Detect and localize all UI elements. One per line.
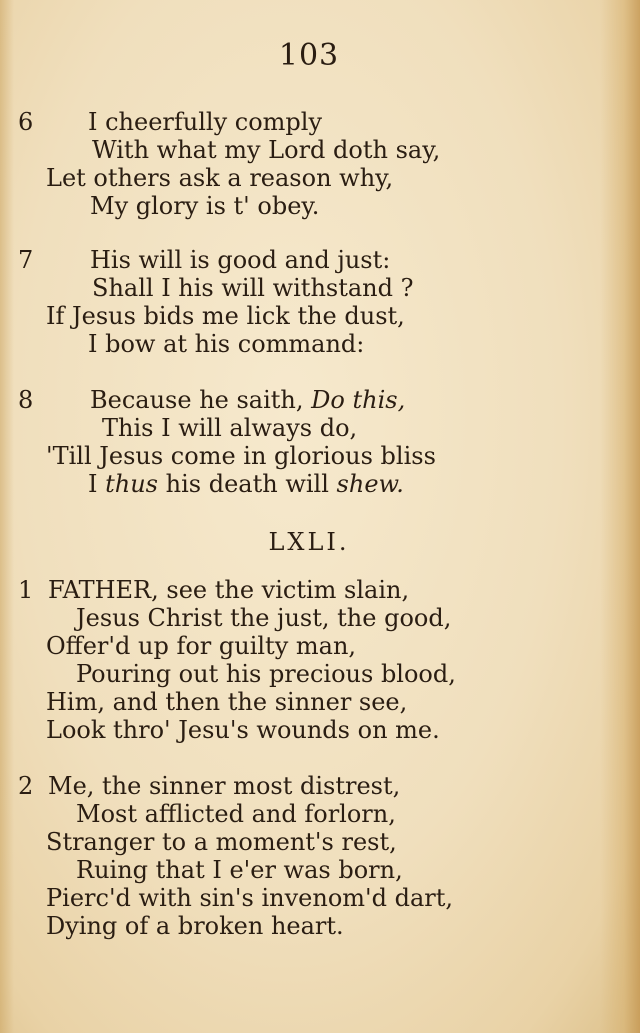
verse-line: Him, and then the sinner see, xyxy=(46,688,408,716)
verse-line: Most afflicted and forlorn, xyxy=(76,800,396,828)
verse-line: FATHER, see the victim slain, xyxy=(48,576,410,604)
verse-line xyxy=(88,470,404,498)
verse-line: Dying of a broken heart. xyxy=(46,912,344,940)
page-edge-left xyxy=(0,0,14,1033)
verse-line: Pierc'd with sin's invenom'd dart, xyxy=(46,884,454,912)
verse-line: 'Till Jesus come in glorious bliss xyxy=(46,442,436,470)
verse-line: His will is good and just: xyxy=(90,246,391,274)
page-edge-right xyxy=(600,0,640,1033)
verse-line: Offer'd up for guilty man, xyxy=(46,632,357,660)
verse-line: Me, the sinner most distrest, xyxy=(48,772,401,800)
verse-line: Shall I his will withstand ? xyxy=(92,274,414,302)
verse-number: 2 xyxy=(18,772,34,800)
verse-line: Look thro' Jesu's wounds on me. xyxy=(46,716,440,744)
verse-line: My glory is t' obey. xyxy=(90,192,320,220)
verse-text: his death will xyxy=(165,470,329,498)
verse-text: Because he saith, xyxy=(90,386,304,414)
verse-line: With what my Lord doth say, xyxy=(92,136,441,164)
verse-line: If Jesus bids me lick the dust, xyxy=(46,302,405,330)
hymn-heading: LXLI. xyxy=(268,528,350,556)
verse-text: I xyxy=(88,470,98,498)
verse-italic-text: Do this, xyxy=(311,386,406,414)
page-number: 103 xyxy=(278,38,340,73)
verse-line: This I will always do, xyxy=(102,414,358,442)
verse-italic-text: shew. xyxy=(336,470,404,498)
verse-line: Stranger to a moment's rest, xyxy=(46,828,397,856)
verse-line: I cheerfully comply xyxy=(88,108,323,136)
verse-number: 1 xyxy=(18,576,34,604)
verse-line xyxy=(90,386,405,414)
verse-line: Ruing that I e'er was born, xyxy=(76,856,403,884)
verse-italic-text: thus xyxy=(105,470,158,498)
verse-number: 8 xyxy=(18,386,34,414)
verse-line: I bow at his command: xyxy=(88,330,365,358)
verse-number: 6 xyxy=(18,108,34,136)
verse-line: Let others ask a reason why, xyxy=(46,164,394,192)
verse-line: Jesus Christ the just, the good, xyxy=(76,604,452,632)
verse-number: 7 xyxy=(18,246,34,274)
verse-line: Pouring out his precious blood, xyxy=(76,660,456,688)
